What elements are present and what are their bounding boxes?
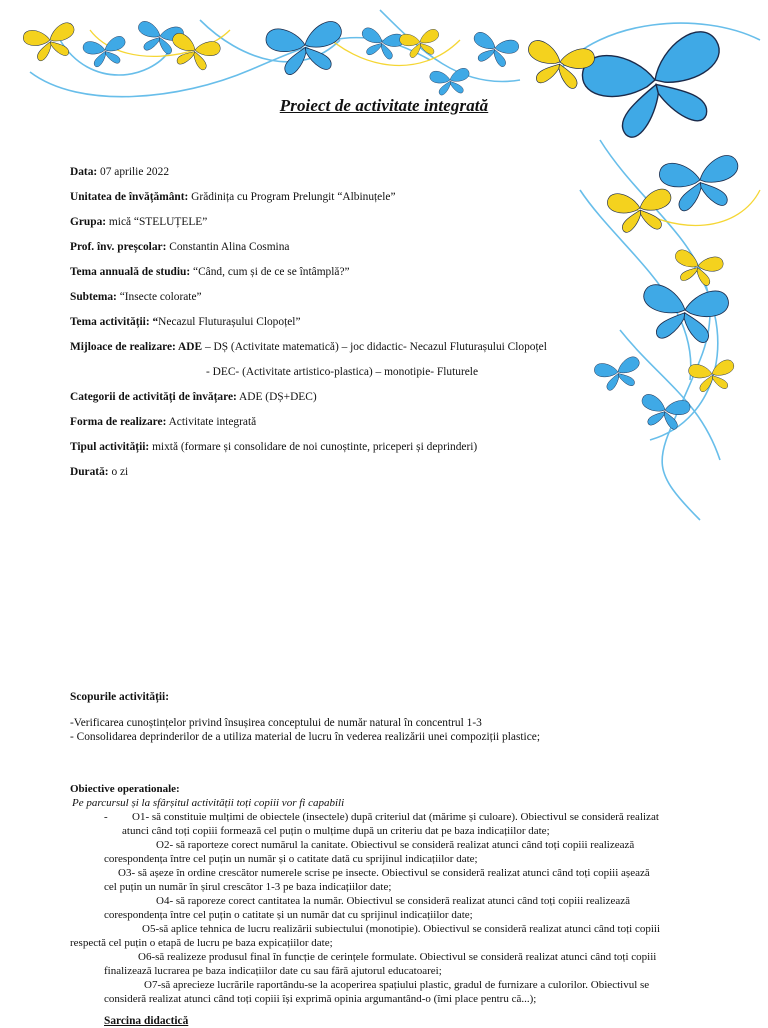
document-title: Proiect de activitate integrată — [279, 96, 489, 115]
task-section — [104, 1014, 744, 1028]
field-label: Subtema: — [70, 291, 117, 303]
objective-line: cel puțin un număr în șirul crescător 1-3 pe baza indicațiilor date; — [104, 881, 392, 893]
objective-text: O1- să constituie mulțimi de obiectele (insectele) după criteriul dat (mărime și culoare). Obiectivul se consideră realizat — [132, 811, 659, 823]
scope-item: -Verificarea cunoștințelor privind însușirea conceptului de număr natural în concentrul 1-3 — [70, 717, 482, 729]
field-label: Unitatea de învățământ: — [70, 191, 189, 203]
field-date — [70, 164, 630, 189]
field-value: ADE (DȘ+DEC) — [236, 391, 317, 403]
objective-line: O2- să raporteze corect numărul la canitate. Obiectivul se consideră realizat atunci când toți copiii realizează — [156, 839, 635, 851]
field-value: mică “STELUȚELE” — [106, 216, 208, 228]
field-means — [70, 339, 630, 364]
objective-line: finalizează lucrarea pe baza indicațiilor date cu sau fără ajutorul educatoarei; — [104, 965, 442, 977]
scopes-section — [70, 690, 710, 744]
objectives-section — [70, 782, 698, 1006]
project-info-fields — [70, 164, 630, 489]
objective-line: O3- să așeze în ordine crescător numerele scrise pe insecte. Obiectivul se consideră realizat atunci când toți copiii așează — [118, 867, 650, 879]
field-value: Grădinița cu Program Prelungit “Albinuțele” — [188, 191, 396, 203]
objectives-intro: Pe parcursul și la sfârșitul activității toți copiii vor fi capabili — [72, 797, 345, 809]
field-categories — [70, 389, 630, 414]
field-value: – DȘ (Activitate matematică) – joc didactic- Necazul Fluturașului Clopoțel — [202, 341, 547, 353]
objective-line: O5-să aplice tehnica de lucru realizării subiectului (monotipie). Obiectivul se consideră realizat atunci când toți copiii — [142, 923, 661, 935]
field-value: mixtă (formare și consolidare de noi cunoștinte, priceperi și deprinderi) — [149, 441, 478, 453]
objective-line: atunci când toți copiii formează cel puțin o mulțime după un criteriu dat pe baza indicațiilor date; — [122, 825, 550, 837]
field-label: Mijloace de realizare: ADE — [70, 341, 203, 353]
field-value: “Când, cum și de ce se întâmplă?” — [190, 266, 350, 278]
objective-line: corespondența între cel puțin un număr și o catitate dată cu sprijinul indicațiilor date; — [104, 853, 478, 865]
field-duration — [70, 464, 630, 489]
field-label: Durată: — [70, 466, 109, 478]
field-value: 07 aprilie 2022 — [97, 166, 170, 178]
field-value: Constantin Alina Cosmina — [166, 241, 290, 253]
field-means-cont — [70, 364, 630, 389]
field-label: Categorii de activități de învățare: — [70, 391, 237, 403]
field-value: “Insecte colorate” — [116, 291, 202, 303]
objective-line: O4- să raporeze corect cantitatea la număr. Obiectivul se consideră realizat atunci când toți copiii realizează — [156, 895, 630, 907]
field-label: Tipul activității: — [70, 441, 150, 453]
task-heading: Sarcina didactică — [104, 1015, 189, 1027]
field-value: Activitate integrată — [166, 416, 257, 428]
field-activity-theme — [70, 314, 630, 339]
objective-line: corespondența între cel puțin o catitate și un număr dat cu sprijinul indicațiilor date; — [104, 909, 473, 921]
scopes-heading: Scopurile activității: — [70, 691, 170, 703]
bullet: - — [104, 811, 108, 823]
field-form — [70, 414, 630, 439]
field-teacher — [70, 239, 630, 264]
field-unit — [70, 189, 630, 214]
field-value: Necazul Fluturașului Clopoțel” — [158, 316, 301, 328]
field-label: Data: — [70, 166, 98, 178]
field-label: Tema activității: “ — [70, 316, 159, 328]
field-subtheme — [70, 289, 630, 314]
objective-line: respectă cel puțin o etapă de lucru pe baza expicațiilor date; — [70, 937, 333, 949]
objective-line — [70, 810, 698, 824]
objective-line: O6-să realizeze produsul final în funcție de cerințele formulate. Obiectivul se consideră realizat atunci când toți copiii — [138, 951, 657, 963]
field-label: Tema annuală de studiu: — [70, 266, 191, 278]
field-label: Grupa: — [70, 216, 107, 228]
field-label: Forma de realizare: — [70, 416, 167, 428]
objectives-heading: Obiective operationale: — [70, 783, 180, 795]
field-annual-theme — [70, 264, 630, 289]
scope-item: - Consolidarea deprinderilor de a utiliza material de lucru în vederea realizării unei compoziții plastice; — [70, 731, 540, 743]
field-label: Prof. înv. preșcolar: — [70, 241, 167, 253]
objective-line: O7-să aprecieze lucrările raportându-se la acoperirea spațiului plastic, gradul de furnizare a culorilor. Obiectivul se — [144, 979, 650, 991]
field-group — [70, 214, 630, 239]
objective-line: consideră realizat atunci când toți copiii își exprimă opinia argumantând-o (îmi place pentru că...); — [104, 993, 537, 1005]
field-value: - DEC- (Activitate artistico-plastica) – monotipie- Fluturele — [206, 366, 479, 378]
field-type — [70, 439, 630, 464]
field-value: o zi — [108, 466, 129, 478]
